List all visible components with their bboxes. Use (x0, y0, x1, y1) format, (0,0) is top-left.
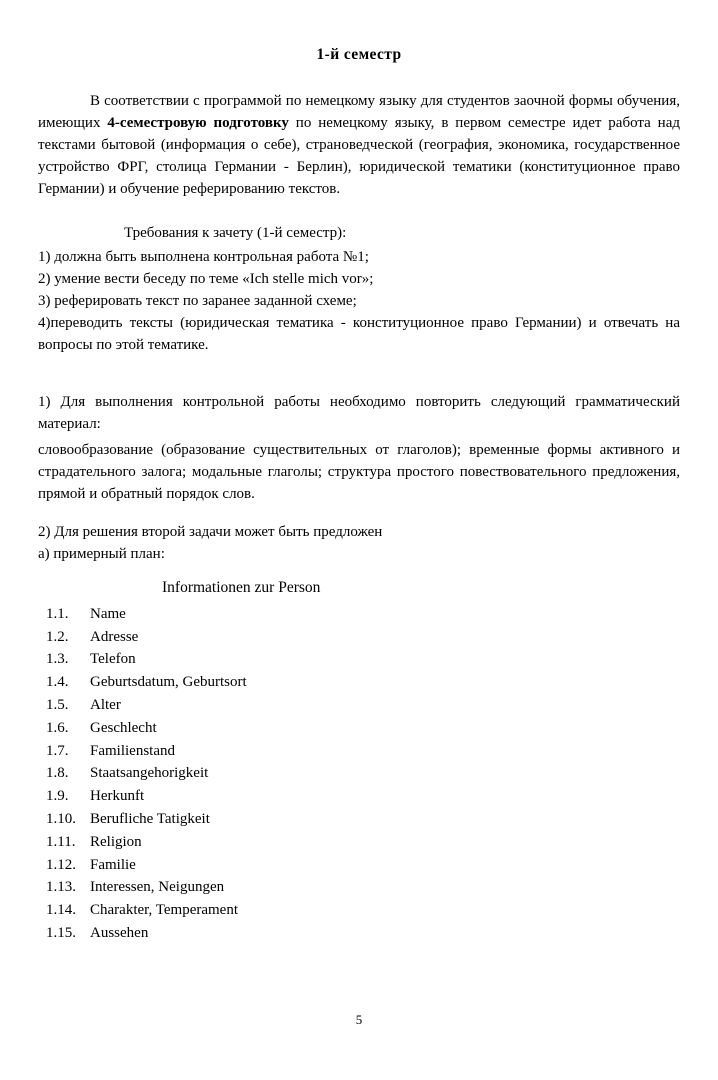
list-item-label: Familienstand (90, 742, 175, 759)
list-item (42, 808, 680, 831)
list-item-number: 1.10. (46, 811, 76, 828)
list-item-number: 1.14. (46, 902, 76, 919)
list-item-number: 1.4. (46, 674, 69, 691)
list-item-number: 1.9. (46, 788, 69, 805)
plan-list (38, 603, 680, 945)
list-item (42, 762, 680, 785)
task2-line-1: 2) Для решения второй задачи может быть предложен (38, 523, 383, 540)
intro-text-part2: по немецкому языку, в первом семестре идет работа над текстами бытовой (информация о себе), страноведческой (география, экономика, государственное устройство ФРГ, столица Германии - Берлин), юридической тематики (конституционное право Германии) и обучение реферированию текстов. (38, 115, 680, 198)
list-item-label: Familie (90, 856, 136, 873)
task2-section (38, 521, 680, 565)
task1-line-2: словообразование (образование существительных от глаголов); временные формы активного и страдательного залога; модальные глаголы; структура простого повествовательного предложения, прямой и обратный порядок слов. (38, 441, 680, 502)
requirement-item-1: 1) должна быть выполнена контрольная работа №1; (38, 249, 369, 266)
list-item-label: Geschlecht (90, 719, 157, 736)
intro-text-part1: В соответствии с программой по немецкому языку для студентов заочной формы обучения, имеющих (38, 93, 680, 132)
task1-line-1: 1) Для выполнения контрольной работы необходимо повторить следующий грамматический материал: (38, 393, 680, 432)
list-item-label: Alter (90, 697, 121, 714)
task1-section (38, 391, 680, 505)
list-item (42, 831, 680, 854)
requirement-item-3: 3) реферировать текст по заранее заданной схеме; (38, 293, 357, 310)
list-item (42, 876, 680, 899)
list-item-label: Adresse (90, 628, 139, 645)
list-item-number: 1.12. (46, 856, 76, 873)
list-item (42, 603, 680, 626)
list-item (42, 854, 680, 877)
list-item-number: 1.6. (46, 719, 69, 736)
list-item-label: Religion (90, 833, 142, 850)
list-item-number: 1.3. (46, 651, 69, 668)
list-item-label: Aussehen (90, 925, 149, 941)
list-item-number: 1.8. (46, 765, 69, 782)
list-item-number: 1.5. (46, 697, 69, 714)
plan-title: Informationen zur Person (162, 578, 321, 596)
list-item (42, 694, 680, 717)
page-number: 5 (355, 1012, 363, 1027)
intro-paragraph (38, 90, 680, 200)
list-item-label: Herkunft (90, 788, 145, 805)
requirement-item-4: 4)переводить тексты (юридическая тематика - конституционное право Германии) и отвечать на вопросы по этой тематике. (38, 315, 680, 354)
list-item-number: 1.11. (46, 833, 76, 850)
list-item-label: Staatsangehorigkeit (90, 765, 209, 782)
list-item (42, 740, 680, 763)
requirements-section (38, 222, 680, 356)
list-item-number: 1.13. (46, 879, 76, 896)
list-item (42, 626, 680, 649)
list-item (42, 899, 680, 922)
list-item-number: 1.2. (46, 628, 69, 645)
list-item (42, 717, 680, 740)
list-item-label: Geburtsdatum, Geburtsort (90, 674, 247, 691)
list-item-number: 1.1. (46, 605, 69, 622)
list-item-label: Charakter, Temperament (90, 902, 239, 919)
requirements-heading: Требования к зачету (1-й семестр): (124, 225, 347, 242)
list-item (42, 785, 680, 808)
list-item (42, 671, 680, 694)
intro-text-bold: 4-семестровую подготовку (107, 115, 289, 132)
list-item-label: Name (90, 605, 126, 622)
task2-line-2: а) примерный план: (38, 545, 165, 562)
list-item-label: Berufliche Tatigkeit (90, 811, 210, 828)
list-item (42, 922, 680, 945)
list-item-label: Interessen, Neigungen (90, 879, 225, 896)
page-title: 1-й семестр (316, 46, 402, 63)
list-item-number: 1.15. (46, 925, 76, 941)
list-item-label: Telefon (90, 651, 136, 668)
list-item (42, 648, 680, 671)
list-item-number: 1.7. (46, 742, 69, 759)
requirement-item-2: 2) умение вести беседу по теме «Ich stelle mich vor»; (38, 271, 374, 288)
